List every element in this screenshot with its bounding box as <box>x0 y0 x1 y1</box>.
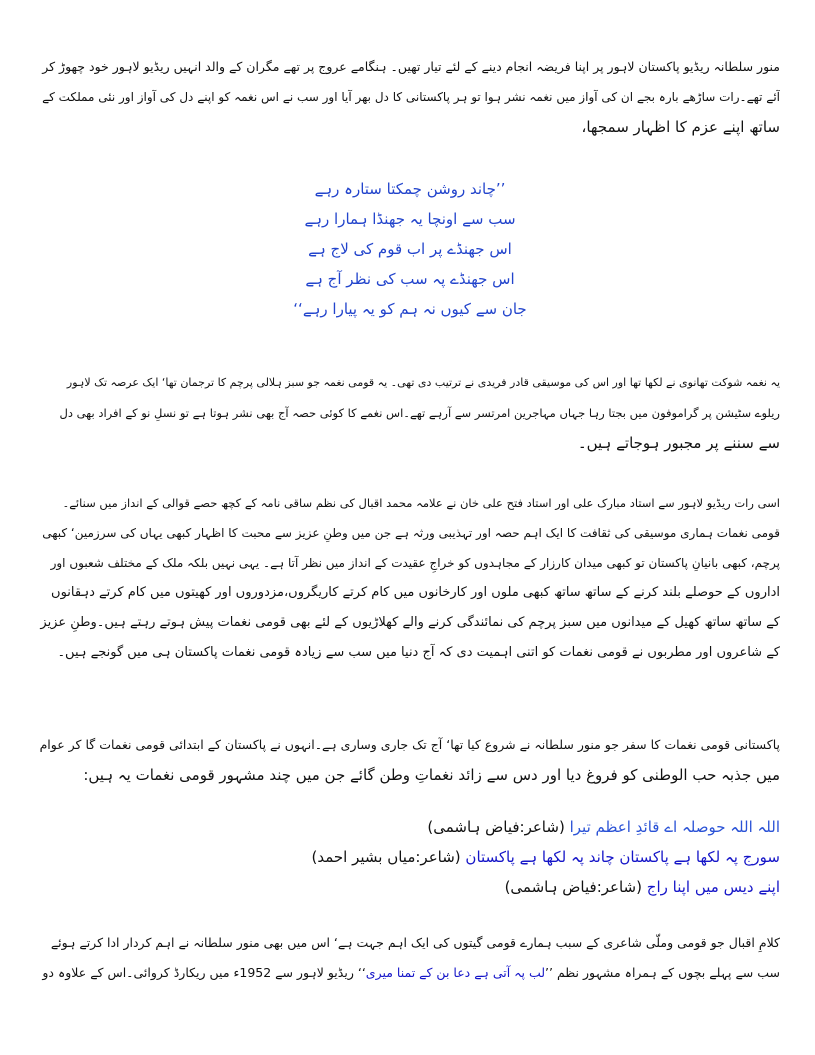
poem-block <box>200 174 620 324</box>
paragraph-song-history <box>38 368 780 458</box>
text-line: اسی رات ریڈیو لاہور سے استاد مبارک علی اور استاد فتح علی خان نے علامہ محمد اقبال کی نظم ساقی نامہ کے کچھ حصے قوالی کے انداز میں سنائے۔ <box>62 496 780 510</box>
text-line: پرچم، کبھی بانیانِ پاکستان تو کبھی میدان کارزار کے مجاہدوں کو خراجِ عقیدت کے انداز میں نظر آتا ہے۔ یہی نہیں بلکہ ملک کے مختلف شعبوں اور <box>50 556 780 570</box>
text-line: کے شاعروں اور مطربوں نے قومی نغمات کو اتنی اہمیت دی کہ آج دنیا میں سب سے زیادہ قومی نغمات پاکستان ہی میں گونجے ہیں۔ <box>57 645 780 660</box>
song-item <box>38 842 780 872</box>
song-attribution: (شاعر:فیاض ہاشمی) <box>427 818 565 836</box>
poem-line: سب سے اونچا یہ جھنڈا ہمارا رہے <box>304 210 516 228</box>
paragraph-qawwali <box>38 488 780 518</box>
text-line <box>38 958 780 988</box>
text-line: قومی نغمات ہماری موسیقی کی ثقافت کا ایک اہم حصہ اور تہذیبی ورثہ ہے جن میں وطنِ عزیز سے محبت کا اظہار کبھی یہاں کی سرزمین‘ کبھی <box>42 526 780 540</box>
text-line: کے ساتھ ساتھ کھیل کے میدانوں میں سبز پرچم کی نمائندگی کرنے والے کھلاڑیوں کے لئے بھی قومی نغمات پیش ہوتے رہتے ہیں۔وطنِ عزیز <box>40 615 780 630</box>
text-segment: سب سے پہلے بچوں کے ہمراہ مشہور نظم ’’ <box>545 965 780 980</box>
paragraph-intro <box>38 52 780 142</box>
song-attribution: (شاعر:فیاض ہاشمی) <box>504 878 642 896</box>
text-line: اداروں کے حوصلے بلند کرنے کے ساتھ ساتھ کبھی ملوں اور کارخانوں میں کام کرتے کاریگروں،مزدوروں اور کھیتوں میں کام کرتے دہقانوں <box>51 585 780 600</box>
text-line: کلامِ اقبال جو قومی وملّی شاعری کے سبب ہمارے قومی گیتوں کی ایک اہم جہت ہے‘ اس میں بھی منور سلطانہ نے اہم کردار ادا کرتے ہوئے <box>50 935 780 950</box>
text-line: میں جذبہ حب الوطنی کو فروغ دیا اور دس سے زائد نغماتِ وطن گائے جن میں چند مشہور قومی نغمات یہ ہیں: <box>83 766 780 784</box>
poem-line: اس جھنڈے پہ سب کی نظر آج ہے <box>305 270 515 288</box>
text-line: پاکستانی قومی نغمات کا سفر جو منور سلطانہ نے شروع کیا تھا‘ آج تک جاری وساری ہے۔انہوں نے پاکستان کے ابتدائی قومی نغمات گا کر عوام <box>39 737 780 752</box>
song-title: سورج پہ لکھا ہے پاکستان چاند پہ لکھا ہے پاکستان <box>465 848 780 866</box>
text-segment: ‘‘ ریڈیو لاہور سے 1952ء میں ریکارڈ کروائی۔اس کے علاوہ دو <box>42 965 366 980</box>
song-list <box>38 812 780 902</box>
song-item <box>38 872 780 902</box>
text-line: منور سلطانہ ریڈیو پاکستان لاہور پر اپنا فریضہ انجام دینے کے لئے تیار تھیں۔ ہنگامے عروج پر تھے مگران کے والد انہیں ریڈیو لاہور خود چھوڑ کر <box>42 59 780 74</box>
quoted-poem-title: لب پہ آتی ہے دعا بن کے تمنا میری <box>365 965 546 980</box>
poem-line: اس جھنڈے پر اب قوم کی لاج ہے <box>308 240 512 258</box>
paragraph-journey <box>38 730 780 790</box>
song-title: اپنے دیس میں اپنا راج <box>646 878 780 896</box>
paragraph-national-songs <box>38 518 780 668</box>
text-line: یہ نغمہ شوکت تھانوی نے لکھا تھا اور اس کی موسیقی قادر فریدی نے ترتیب دی تھی۔ یہ قومی نغمہ جو سبز ہلالی پرچم کا ترجمان تھا‘ ایک عرصہ تک لاہور <box>66 376 780 389</box>
text-line: ساتھ اپنے عزم کا اظہار سمجھا، <box>581 118 780 136</box>
text-line: ریلوے سٹیشن پر گراموفون میں بجتا رہا جہاں مہاجرین امرتسر سے آرہے تھے۔اس نغمے کا کوئی حصہ آج بھی نشر ہوتا ہے تو نسلِ نو کے افراد بھی دل <box>59 406 780 420</box>
paragraph-iqbal <box>38 928 780 988</box>
song-title: اللہ اللہ حوصلہ اے قائدِ اعظم تیرا <box>569 818 780 836</box>
text-line: آئے تھے۔رات ساڑھے بارہ بجے ان کی آواز میں نغمہ نشر ہوا تو ہر پاکستانی کا دل بھر آیا اور سب نے اس نغمہ کو اپنے دل کی آواز اور نئی مملکت کے <box>42 90 780 104</box>
song-item <box>38 812 780 842</box>
text-line: سے سننے پر مجبور ہوجاتے ہیں۔ <box>577 434 780 452</box>
poem-line: جان سے کیوں نہ ہم کو یہ پیارا رہے‘‘ <box>293 300 527 318</box>
song-attribution: (شاعر:میاں بشیر احمد) <box>311 848 461 866</box>
poem-line: ’’چاند روشن چمکتا ستارہ رہے <box>314 180 506 198</box>
